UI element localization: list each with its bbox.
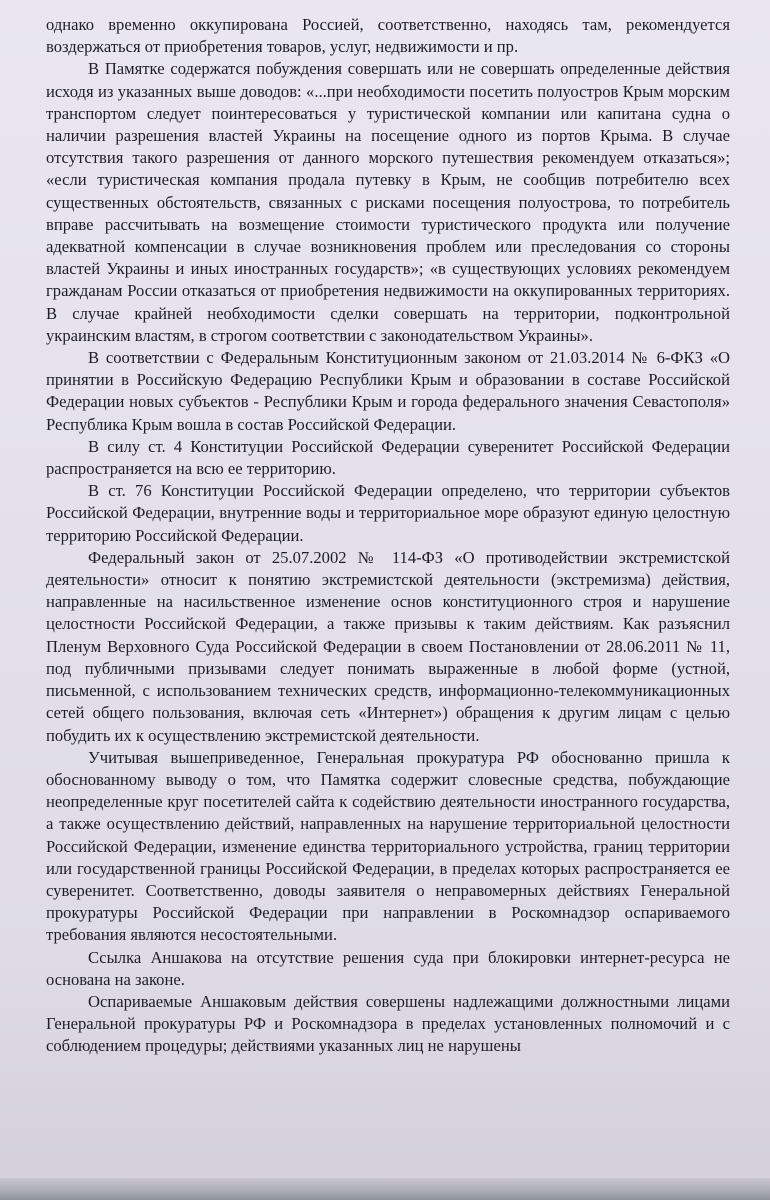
- page-bottom-edge: [0, 1178, 770, 1200]
- paragraph-5: В ст. 76 Конституции Российской Федерации определено, что территории субъектов Российской Федерации, внутренние воды и территориальное море образуют единую целостную территорию Российской Федерации.: [46, 481, 730, 545]
- paragraph-7: Учитывая вышеприведенное, Генеральная прокуратура РФ обоснованно пришла к обоснованному выводу о том, что Памятка содержит словесные средства, побуждающие неопределенные круг посетителей сайта к содействию деятельности иностранного государства, а также осуществлению действий, направленных на нарушение территориальной целостности Российской Федерации, изменение единства территориального устройства, границ территории или государственной границы Российской Федерации, в пределах которых распространяется ее суверенитет. Соответственно, доводы заявителя о неправомерных действиях Генеральной прокуратуры Российской Федерации при направлении в Роскомнадзор оспариваемого требования являются несостоятельными.: [46, 747, 730, 945]
- paragraph-9: Оспариваемые Аншаковым действия совершены надлежащими должностными лицами Генеральной прокуратуры РФ и Роскомнадзора в пределах установленных полномочий и с соблюдением процедуры; действиями указанных лиц не нарушены: [46, 991, 730, 1056]
- paragraph-8: Ссылка Аншакова на отсутствие решения суда при блокировки интернет-ресурса не основана на законе.: [46, 947, 730, 989]
- paragraph-4: В силу ст. 4 Конституции Российской Федерации суверенитет Российской Федерации распространяется на всю ее территорию.: [46, 436, 730, 479]
- paragraph-2: В Памятке содержатся побуждения совершать или не совершать определенные действия исходя из указанных выше доводов: «...при необходимости посетить полуостров Крым морским транспортом следует поинтересоваться у туристической компании или капитана судна о наличии разрешения властей Украины на посещение одного из портов Крыма. В случае отсутствия такого разрешения от данного морского путешествия рекомендуем отказаться»; «если туристическая компания продала путевку в Крым, не сообщив потребителю всех существенных обстоятельств, связанных с рисками посещения полуострова, то потребитель вправе рассчитывать на возмещение стоимости туристического продукта или получение адекватной компенсации в случае возникновения проблем или преследования со стороны властей Украины и иных иностранных государств»; «в существующих условиях рекомендуем гражданам России отказаться от приобретения недвижимости на оккупированных территориях. В случае крайней необходимости сделки совершать на территории, подконтрольной украинским властям, в строгом соответствии с законодательством Украины».: [46, 59, 730, 345]
- paragraph-1: однако временно оккупирована Россией, соответственно, находясь там, рекомендуется воздержаться от приобретения товаров, услуг, недвижимости и пр.: [46, 15, 730, 57]
- paragraph-3: В соответствии с Федеральным Конституционным законом от 21.03.2014 № 6-ФКЗ «О принятии в Российскую Федерацию Республики Крым и образовании в составе Российской Федерации новых субъектов - Республики Крым и города федерального значения Севастополя» Республика Крым вошла в состав Российской Федерации.: [46, 348, 730, 434]
- document-body: [46, 14, 730, 1058]
- paragraph-6: Федеральный закон от 25.07.2002 № 114-ФЗ «О противодействии экстремистской деятельности» относит к понятию экстремистской деятельности (экстремизма) действия, направленные на насильственное изменение основ конституционного строя и нарушение целостности Российской Федерации, а также призывы к таким действиям. Как разъяснил Пленум Верховного Суда Российской Федерации в своем Постановлении от 28.06.2011 № 11, под публичными призывами следует понимать выраженные в любой форме (устной, письменной, с использованием технических средств, информационно-телекоммуникационных сетей общего пользования, включая сеть «Интернет») обращения к другим лицам с целью побудить их к осуществлению экстремистской деятельности.: [46, 547, 730, 745]
